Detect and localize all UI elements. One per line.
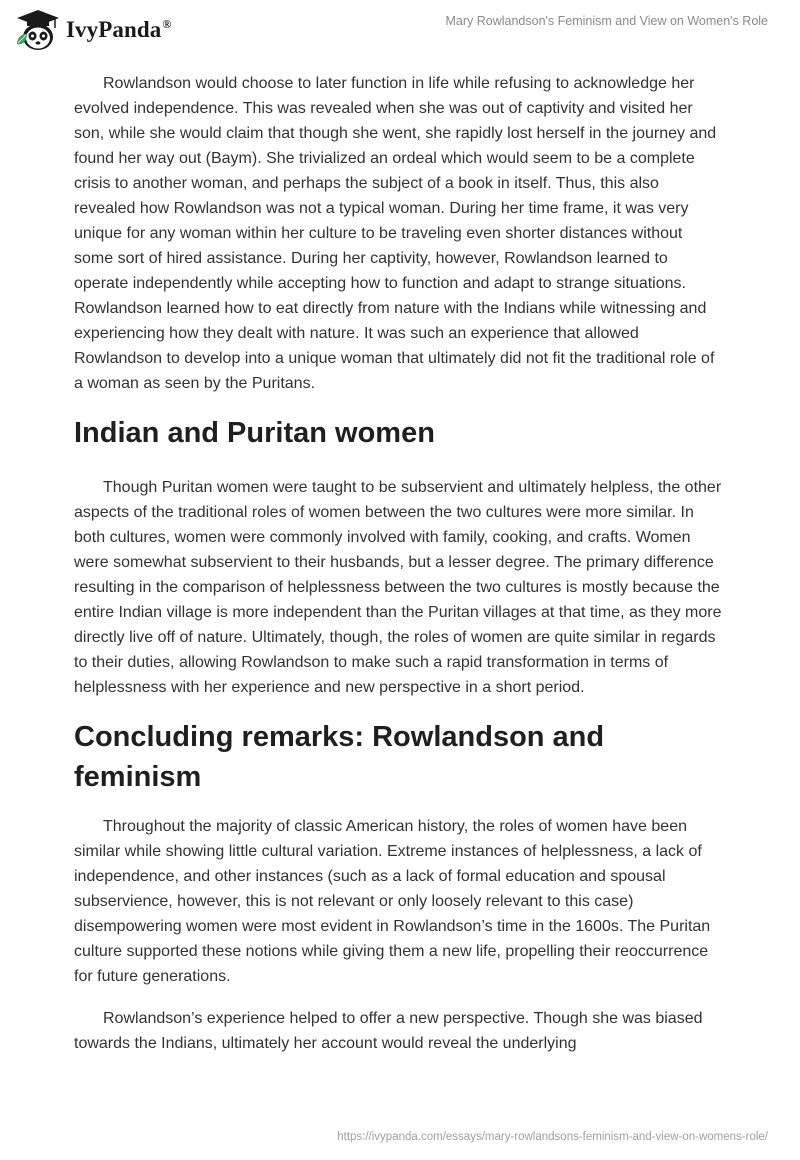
paragraph-new-perspective: Rowlandson’s experience helped to offer a new perspective. Though she was biased towards the Indians, ultimately her account would reveal the underlying	[74, 1010, 703, 1052]
page-header	[0, 0, 800, 62]
ivypanda-logo[interactable]	[14, 8, 171, 52]
article-body	[74, 71, 724, 1073]
panda-graduate-icon	[14, 8, 62, 52]
heading-indian-puritan-women: Indian and Puritan women	[74, 417, 435, 449]
heading-concluding-remarks: Concluding remarks: Rowlandson and feminism	[74, 721, 605, 793]
paragraph-classic-history: Throughout the majority of classic American history, the roles of women have been similar while showing little cultural variation. Extreme instances of helplessness, a lack of independence, and other instances (such as a lack of formal education and spousal subservience, however, this is not relevant or only loosely relevant to this case) disempowering women were most evident in Rowlandson’s time in the 1600s. The Puritan culture supported these notions while giving them a new life, propelling their reoccurrence for future generations.	[74, 818, 711, 985]
brand-name: IvyPanda®	[66, 17, 172, 42]
source-url[interactable]: https://ivypanda.com/essays/mary-rowlandsons-feminism-and-view-on-womens-role/	[337, 1131, 768, 1143]
paragraph-rowlandson-independence: Rowlandson would choose to later function in life while refusing to acknowledge her evolved independence. This was revealed when she was out of captivity and visited her son, while she would claim that though she went, she rapidly lost herself in the journey and found her way out (Baym). She trivialized an ordeal which would seem to be a complete crisis to another woman, and perhaps the subject of a book in itself. Thus, this also revealed how Rowlandson was not a typical woman. During her time frame, it was very unique for any woman within her culture to be traveling even shorter distances without some sort of hired assistance. During her captivity, however, Rowlandson learned to operate independently while accepting how to function and adapt to strange situations. Rowlandson learned how to eat directly from nature with the Indians while witnessing and experiencing how they dealt with nature. It was such an experience that allowed Rowlandson to develop into a unique woman that ultimately did not fit the traditional role of a woman as seen by the Puritans.	[74, 75, 717, 392]
paragraph-indian-puritan: Though Puritan women were taught to be subservient and ultimately helpless, the other aspects of the traditional roles of women between the two cultures were more similar. In both cultures, women were commonly involved with family, cooking, and crafts. Women were somewhat subservient to their husbands, but a lesser degree. The primary difference resulting in the comparison of helplessness between the two cultures is mostly because the entire Indian village is more independent than the Puritan villages at that time, as they more directly live off of nature. Ultimately, though, the roles of women are quite similar in regards to their duties, allowing Rowlandson to make such a rapid transformation in terms of helplessness with her experience and new perspective in a short period.	[74, 479, 722, 696]
document-title: Mary Rowlandson's Feminism and View on Women's Role	[445, 14, 768, 28]
